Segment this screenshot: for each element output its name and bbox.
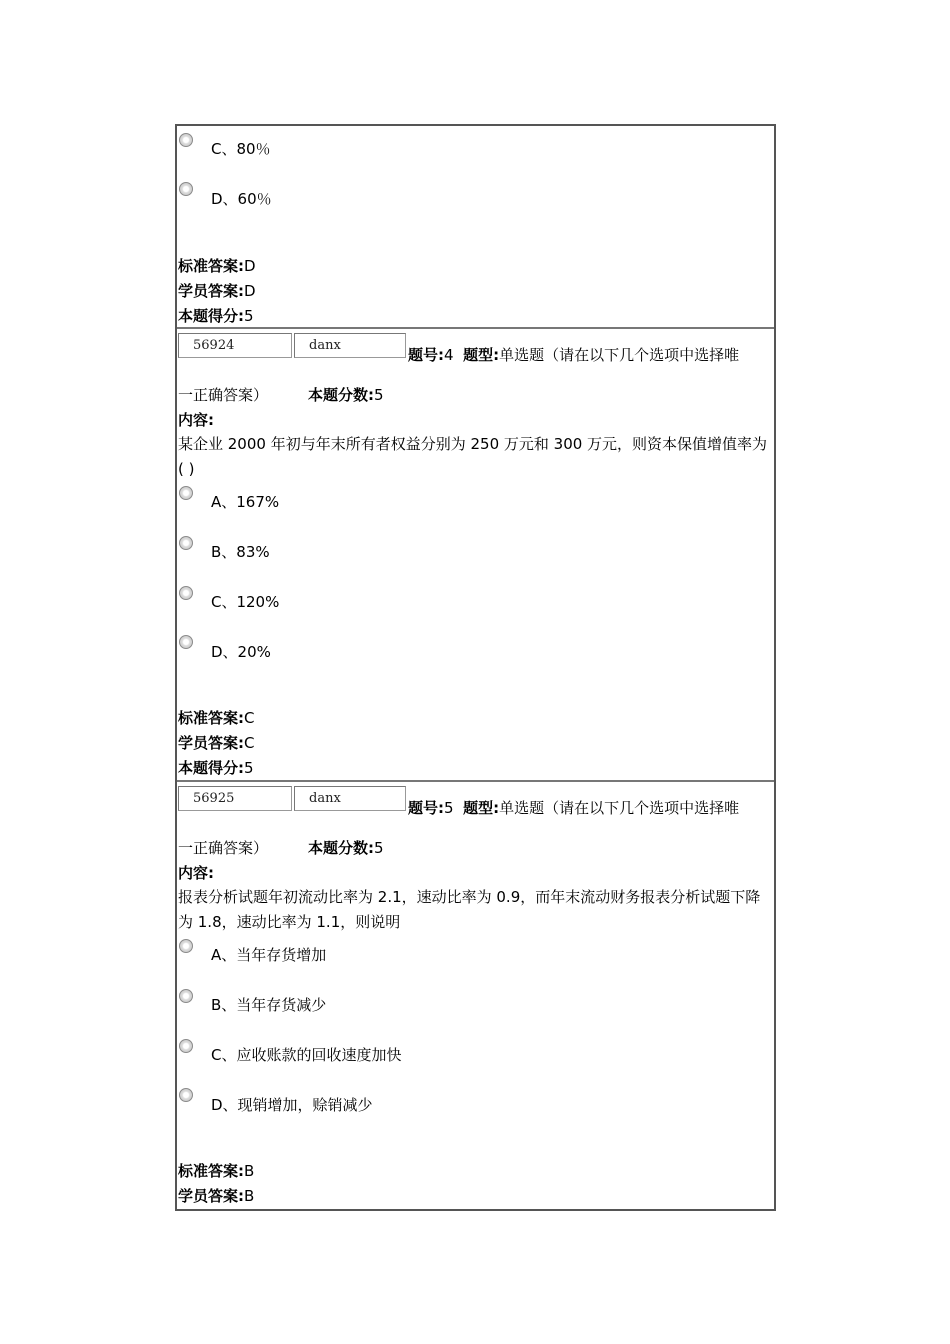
question-id-field[interactable]: 56924: [178, 333, 292, 358]
option-b-label: B、当年存货减少: [211, 996, 327, 1014]
option-c-radio[interactable]: [179, 1039, 193, 1053]
student-answer: 学员答案:B: [178, 1187, 255, 1205]
option-a-label: A、167%: [211, 493, 280, 511]
question-divider: [177, 780, 774, 782]
content-label: 内容:: [178, 411, 214, 429]
option-c-label: C、80％: [211, 140, 271, 158]
option-d-radio[interactable]: [179, 635, 193, 649]
question-header: 题号:4 题型:单选题（请在以下几个选项中选择唯: [408, 346, 740, 364]
question-score: 本题得分:5: [178, 307, 254, 325]
question-id-field[interactable]: 56925: [178, 786, 292, 811]
option-a-label: A、当年存货增加: [211, 946, 327, 964]
option-a-radio[interactable]: [179, 939, 193, 953]
option-c-radio[interactable]: [179, 586, 193, 600]
question-header-cont: 一正确答案） 本题分数:5: [178, 386, 384, 404]
option-c-radio[interactable]: [179, 133, 193, 147]
question-header: 题号:5 题型:单选题（请在以下几个选项中选择唯: [408, 799, 740, 817]
question-content: 某企业 2000 年初与年末所有者权益分别为 250 万元和 300 万元，则资本保值增值率为( ): [178, 435, 768, 478]
student-answer: 学员答案:D: [178, 282, 256, 300]
option-b-radio[interactable]: [179, 536, 193, 550]
standard-answer: 标准答案:B: [178, 1162, 255, 1180]
option-c-label: C、120%: [211, 593, 280, 611]
option-d-label: D、60％: [211, 190, 272, 208]
option-b-label: B、83%: [211, 543, 270, 561]
option-b-radio[interactable]: [179, 989, 193, 1003]
question-type-code-field[interactable]: danx: [294, 333, 406, 358]
question-type-code-field[interactable]: danx: [294, 786, 406, 811]
student-answer: 学员答案:C: [178, 734, 255, 752]
standard-answer: 标准答案:C: [178, 709, 255, 727]
option-a-radio[interactable]: [179, 486, 193, 500]
option-d-label: D、现销增加，赊销减少: [211, 1096, 373, 1114]
option-d-radio[interactable]: [179, 182, 193, 196]
option-d-radio[interactable]: [179, 1088, 193, 1102]
option-c-label: C、应收账款的回收速度加快: [211, 1046, 402, 1064]
question-score: 本题得分:5: [178, 759, 254, 777]
question-header-cont: 一正确答案） 本题分数:5: [178, 839, 384, 857]
option-d-label: D、20%: [211, 643, 271, 661]
question-divider: [177, 327, 774, 329]
content-label: 内容:: [178, 864, 214, 882]
question-content: 报表分析试题年初流动比率为 2.1，速动比率为 0.9，而年末流动财务报表分析试题下降为 1.8，速动比率为 1.1，则说明: [178, 888, 761, 931]
standard-answer: 标准答案:D: [178, 257, 256, 275]
